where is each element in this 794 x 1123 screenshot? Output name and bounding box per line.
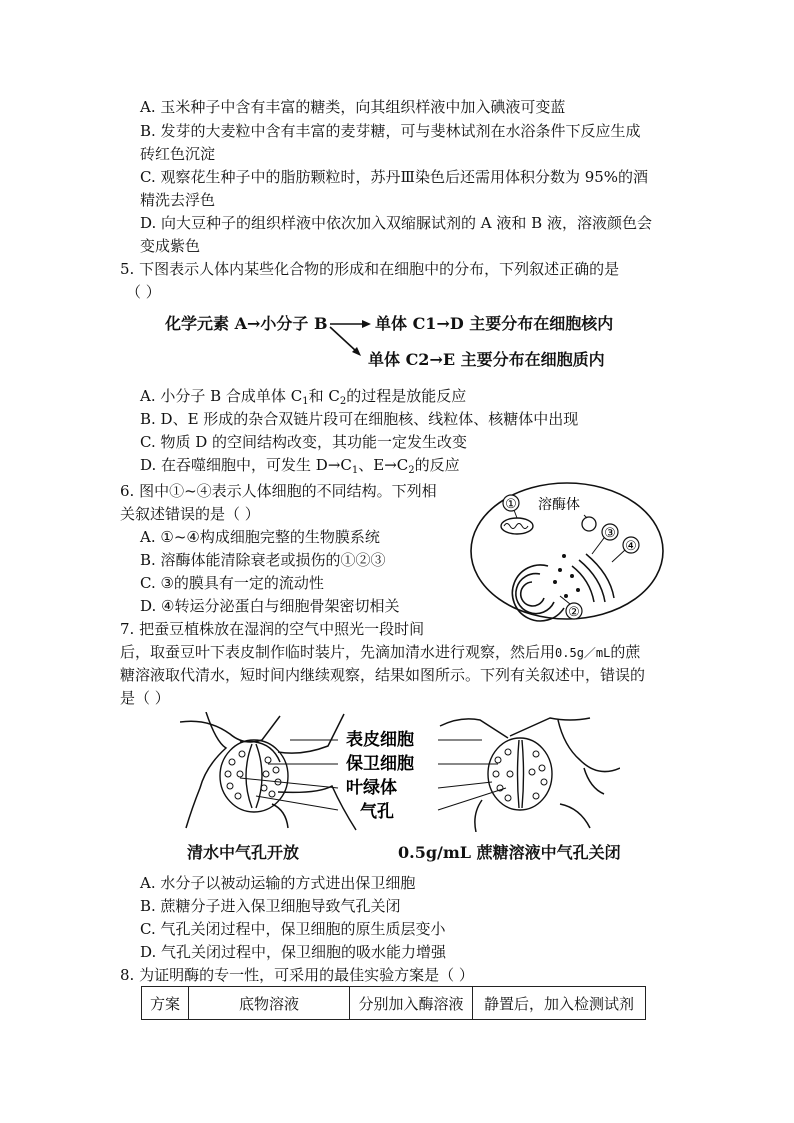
q7-stem-3: 糖溶液取代清水，短时间内继续观察，结果如图所示。下列有关叙述中，错误的	[120, 666, 646, 684]
q7-option-b: B. 蔗糖分子进入保卫细胞导致气孔关闭	[140, 897, 401, 915]
table-header-cell: 方案	[142, 987, 189, 1020]
q7-stem-2: 后，取蚕豆叶下表皮制作临时装片，先滴加清水进行观察，然后用0.5g／mL的蔗	[120, 643, 641, 661]
left-chloroplasts	[225, 751, 281, 799]
vesicles	[553, 554, 580, 598]
table-header-cell: 分别加入酶溶液	[350, 987, 473, 1020]
q8-table	[141, 986, 646, 1020]
q7-option-d: D. 气孔关闭过程中，保卫细胞的吸水能力增强	[140, 943, 447, 961]
q4-option-c: C. 观察花生种子中的脂肪颗粒时，苏丹Ⅲ染色后还需用体积分数为 95%的酒	[140, 168, 649, 186]
q6-cell-figure	[460, 478, 678, 626]
right-guard-cells	[488, 738, 552, 810]
marker-2: ②	[568, 605, 580, 620]
q4-option-d: D. 向大豆种子的组织样液中依次加入双缩脲试剂的 A 液和 B 液，溶液颜色会	[140, 214, 652, 232]
q6-option-b: B. 溶酶体能清除衰老或损伤的①②③	[140, 551, 386, 569]
label-epidermis: 表皮细胞	[346, 730, 414, 750]
er-icon	[512, 565, 564, 621]
q7-option-c: C. 气孔关闭过程中，保卫细胞的原生质层变小	[140, 920, 446, 938]
q6-stem: 6. 图中①~④表示人体细胞的不同结构。下列相	[120, 482, 437, 500]
q5-option-d: D. 在吞噬细胞中，可发生 $D\to C_1$、$E\to C_2$的反应	[140, 456, 460, 476]
right-epidermis	[440, 718, 620, 832]
q7-stem-1: 7. 把蚕豆植株放在湿润的空气中照光一段时间	[120, 620, 425, 638]
label-chloroplast: 叶绿体	[346, 778, 397, 798]
right-chloroplasts	[493, 749, 547, 801]
golgi-icon	[572, 554, 614, 602]
table-header-cell: 静置后，加入检测试剂	[473, 987, 646, 1020]
left-epidermis	[180, 712, 356, 830]
q7-caption-right: 0.5g/mL 蔗糖溶液中气孔关闭	[398, 843, 621, 862]
marker-4: ④	[625, 539, 637, 554]
marker-1: ①	[505, 497, 517, 512]
table-header-cell: 底物溶液	[189, 987, 350, 1020]
label-guard-cell: 保卫细胞	[346, 754, 414, 774]
q5-answer-paren: （ ）	[126, 283, 161, 301]
lysosome-label: 溶酶体	[538, 497, 580, 513]
label-stoma: 气孔	[360, 802, 394, 822]
table-row	[142, 987, 646, 1020]
q5-option-a: A. 小分子 B 合成单体 $C_1$和 $C_2$的过程是放能反应	[140, 387, 467, 407]
q6-stem-cont: 关叙述错误的是（ ）	[120, 505, 260, 523]
q5-diagram-left: 化学元素 A→小分子 B	[165, 314, 328, 333]
q4-option-a: A. 玉米种子中含有丰富的糖类，向其组织样液中加入碘液可变蓝	[140, 98, 566, 116]
q7-option-a: A. 水分子以被动运输的方式进出保卫细胞	[140, 874, 416, 892]
q5-diagram-arrows	[0, 0, 794, 400]
q8-stem: 8. 为证明酶的专一性，可采用的最佳实验方案是（ ）	[120, 966, 474, 984]
q6-option-a: A. ①~④构成细胞完整的生物膜系统	[140, 528, 380, 546]
q7-stomata-figure	[180, 712, 620, 832]
lysosome-icon	[582, 517, 596, 531]
q4-option-c-cont: 精洗去浮色	[140, 191, 216, 209]
q5-diagram-bottom: 单体 C2→E 主要分布在细胞质内	[368, 350, 605, 369]
q5-option-c: C. 物质 D 的空间结构改变，其功能一定发生改变	[140, 433, 468, 451]
q4-option-b: B. 发芽的大麦粒中含有丰富的麦芽糖，可与斐林试剂在水浴条件下反应生成	[140, 122, 641, 140]
q5-stem: 5. 下图表示人体内某些化合物的形成和在细胞中的分布，下列叙述正确的是	[120, 260, 620, 278]
q4-option-d-cont: 变成紫色	[140, 237, 201, 255]
q4-option-b-cont: 砖红色沉淀	[140, 145, 216, 163]
marker-3: ③	[604, 526, 616, 541]
q5-diagram-top: 单体 C1→D 主要分布在细胞核内	[375, 314, 614, 333]
q7-stem-4: 是（ ）	[120, 689, 170, 707]
mitochondrion-icon	[501, 518, 533, 534]
q6-option-c: C. ③的膜具有一定的流动性	[140, 574, 324, 592]
q5-option-b: B. D、E 形成的杂合双链片段可在细胞核、线粒体、核糖体中出现	[140, 410, 579, 428]
q7-caption-left: 清水中气孔开放	[187, 843, 300, 862]
q6-option-d: D. ④转运分泌蛋白与细胞骨架密切相关	[140, 597, 400, 615]
